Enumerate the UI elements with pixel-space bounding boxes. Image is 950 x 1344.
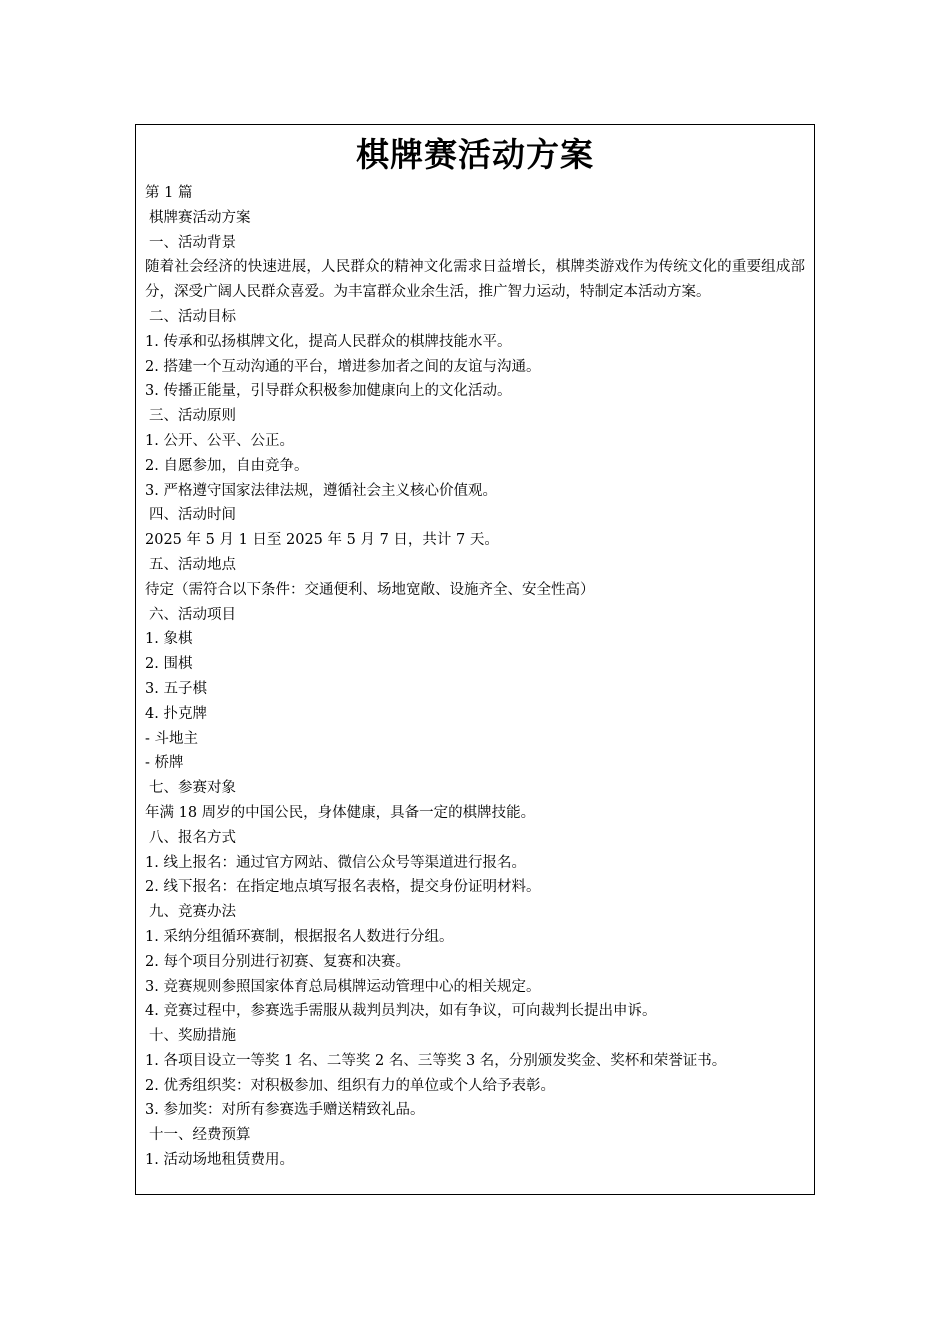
paragraph-line: 2025 年 5 月 1 日至 2025 年 5 月 7 日，共计 7 天。: [145, 532, 499, 549]
paragraph-line: 4. 竞赛过程中，参赛选手需服从裁判员判决，如有争议，可向裁判长提出申诉。: [145, 1003, 657, 1020]
paragraph-line: - 桥牌: [145, 755, 184, 772]
section-heading: 四、活动时间: [149, 507, 236, 524]
paragraph-line: 1. 象棋: [145, 631, 193, 648]
paragraph-line: 3. 严格遵守国家法律法规，遵循社会主义核心价值观。: [145, 482, 497, 499]
paragraph-line: 2. 围棋: [145, 656, 193, 673]
paragraph-line: 1. 线上报名：通过官方网站、微信公众号等渠道进行报名。: [145, 854, 526, 871]
paragraph-line: 年满 18 周岁的中国公民，身体健康，具备一定的棋牌技能。: [145, 804, 536, 821]
section-heading: 九、竞赛办法: [149, 904, 236, 921]
section-heading: 八、报名方式: [149, 829, 236, 846]
document-body: [136, 181, 814, 1173]
paragraph-line: 1. 公开、公平、公正。: [145, 432, 294, 449]
paragraph-line: 4. 扑克牌: [145, 705, 207, 722]
paragraph-line: 2. 线下报名：在指定地点填写报名表格，提交身份证明材料。: [145, 879, 541, 896]
paragraph-line: 2. 自愿参加，自由竞争。: [145, 457, 309, 474]
paragraph-line: 1. 传承和弘扬棋牌文化，提高人民群众的棋牌技能水平。: [145, 333, 512, 350]
section-heading: 七、参赛对象: [149, 780, 236, 797]
paragraph-line: 2. 优秀组织奖：对积极参加、组织有力的单位或个人给予表彰。: [145, 1077, 555, 1094]
section-heading: 六、活动项目: [149, 606, 236, 623]
paragraph-line: 3. 参加奖：对所有参赛选手赠送精致礼品。: [145, 1102, 425, 1119]
paragraph-line: 3. 竞赛规则参照国家体育总局棋牌运动管理中心的相关规定。: [145, 978, 541, 995]
document-title: 棋牌赛活动方案: [356, 135, 594, 174]
paragraph-line: 3. 传播正能量，引导群众积极参加健康向上的文化活动。: [145, 383, 512, 400]
paragraph-line: 1. 各项目设立一等奖 1 名、二等奖 2 名、三等奖 3 名，分别颁发奖金、奖杯和荣誉证书。: [145, 1052, 727, 1069]
paragraph-line: 待定（需符合以下条件：交通便利、场地宽敞、设施齐全、安全性高）: [145, 581, 595, 598]
paragraph-line: - 斗地主: [145, 730, 199, 747]
section-heading: 三、活动原则: [149, 408, 236, 425]
paragraph-line: 2. 每个项目分别进行初赛、复赛和决赛。: [145, 953, 410, 970]
section-heading: 五、活动地点: [149, 556, 236, 573]
section-heading: 棋牌赛活动方案: [149, 209, 251, 226]
section-heading: 二、活动目标: [149, 308, 236, 325]
section-heading: 十、奖励措施: [149, 1028, 236, 1045]
paragraph-line: 随着社会经济的快速进展，人民群众的精神文化需求日益增长，棋牌类游戏作为传统文化的重要组成部分，深受广阔人民群众喜爱。为丰富群众业余生活，推广智力运动，特制定本活动方案。: [145, 259, 805, 301]
document-page: [135, 124, 815, 1195]
section-heading: 一、活动背景: [149, 234, 236, 251]
paragraph-line: 2. 搭建一个互动沟通的平台，增进参加者之间的友谊与沟通。: [145, 358, 541, 375]
paragraph-line: 1. 活动场地租赁费用。: [145, 1152, 294, 1169]
paragraph-line: 1. 采纳分组循环赛制，根据报名人数进行分组。: [145, 928, 454, 945]
paragraph-line: 3. 五子棋: [145, 680, 207, 697]
section-heading: 十一、经费预算: [149, 1127, 251, 1144]
paragraph-line: 第 1 篇: [145, 185, 193, 201]
